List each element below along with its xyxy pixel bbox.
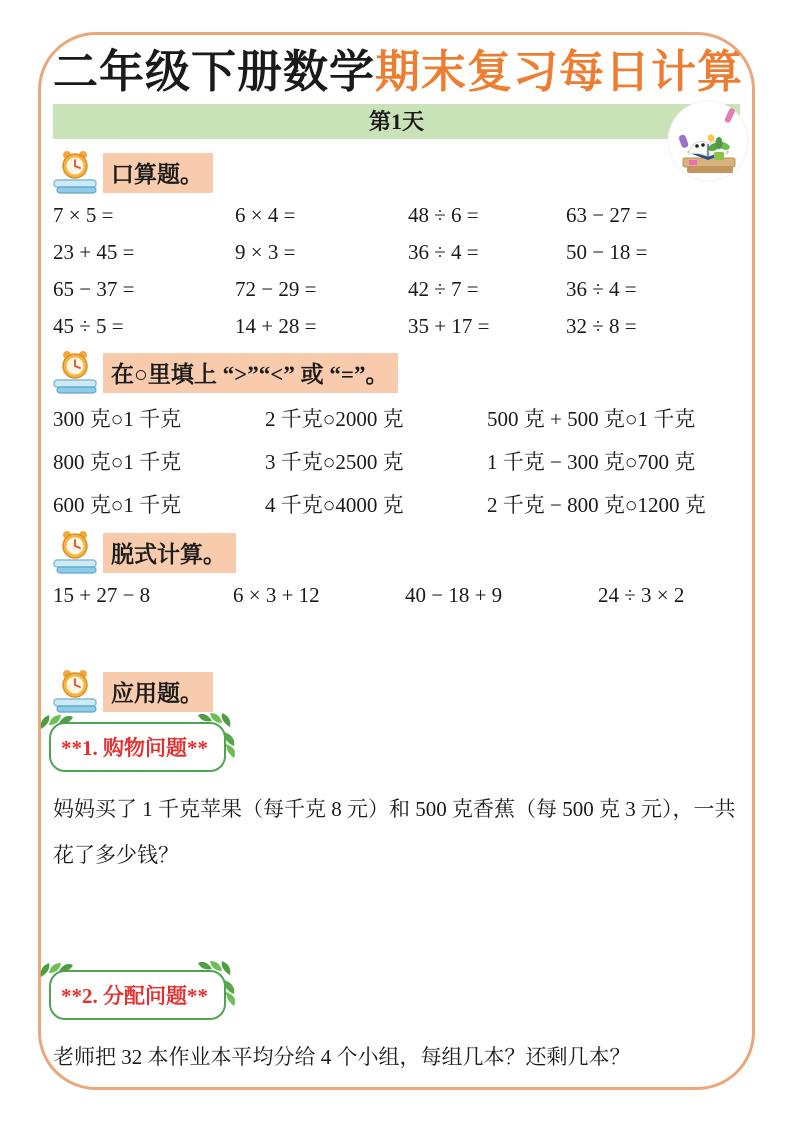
oral-problem: 48 ÷ 6 = [408, 203, 479, 227]
alarm-clock-book-icon [53, 529, 97, 575]
stepwise-problem: 6 × 3 + 12 [233, 583, 320, 607]
oral-problem: 32 ÷ 8 = [566, 314, 637, 338]
oral-problem: 35 + 17 = [408, 314, 490, 338]
worksheet-content [41, 35, 752, 1080]
compare-problem: 800 克○1 千克 [53, 450, 182, 474]
problem-2-badge [49, 970, 226, 1020]
problem-1-badge [49, 722, 226, 772]
problem-1-text: 妈妈买了 1 千克苹果（每千克 8 元）和 500 克香蕉（每 500 克 3 元），一共花了多少钱？ [53, 797, 736, 867]
problem-2-text: 老师把 32 本作业本平均分给 4 个小组，每组几本？还剩几本？ [53, 1045, 631, 1069]
oral-problem: 9 × 3 = [235, 240, 296, 264]
books-mascot-image [667, 100, 749, 182]
alarm-clock-book-icon [53, 668, 97, 714]
oral-problem: 7 × 5 = [53, 203, 114, 227]
section-oral-header [53, 149, 740, 195]
compare-problem: 2 千克 − 800 克○1200 克 [487, 493, 706, 517]
section-stepwise-header [53, 529, 740, 575]
compare-problem: 600 克○1 千克 [53, 493, 182, 517]
day-banner: 第1天 [53, 104, 740, 139]
oral-problem: 6 × 4 = [235, 203, 296, 227]
oral-problem: 72 − 29 = [235, 277, 317, 301]
compare-problem: 300 克○1 千克 [53, 407, 182, 431]
leaf-decoration-icon [39, 711, 79, 739]
stepwise-problem: 40 − 18 + 9 [405, 583, 503, 607]
compare-problem: 3 千克○2500 克 [265, 450, 404, 474]
page-title-orange: 期末复习每日计算 [375, 47, 744, 97]
section-compare-title: 在○里填上 “>”“<” 或 “=”。 [103, 353, 398, 393]
section-word-header [53, 668, 740, 714]
oral-problem: 23 + 45 = [53, 240, 135, 264]
compare-problem: 2 千克○2000 克 [265, 407, 404, 431]
oral-problem: 50 − 18 = [566, 240, 648, 264]
page-title-black: 二年级下册数学 [53, 47, 376, 97]
oral-problem: 42 ÷ 7 = [408, 277, 479, 301]
open-book-plant-icon [667, 100, 749, 182]
leaf-decoration-icon [220, 978, 242, 1014]
alarm-clock-book-icon [53, 149, 97, 195]
oral-problem: 36 ÷ 4 = [566, 277, 637, 301]
alarm-clock-book-icon [53, 349, 97, 395]
oral-problems-grid [53, 203, 740, 339]
compare-problems-grid [53, 403, 740, 519]
stepwise-problem: 15 + 27 − 8 [53, 583, 151, 607]
leaf-decoration-icon [220, 730, 242, 766]
section-oral-title: 口算题。 [103, 153, 213, 193]
section-word-title: 应用题。 [103, 672, 213, 712]
page-title [53, 45, 744, 99]
compare-problem: 500 克 + 500 克○1 千克 [487, 407, 696, 431]
oral-problem: 63 − 27 = [566, 203, 648, 227]
stepwise-problems-row [53, 583, 740, 608]
problem-1-badge-label: **1. 购物问题** [61, 736, 208, 760]
oral-problem: 45 ÷ 5 = [53, 314, 124, 338]
oral-problem: 65 − 37 = [53, 277, 135, 301]
compare-problem: 1 千克 − 300 克○700 克 [487, 450, 696, 474]
oral-problem: 36 ÷ 4 = [408, 240, 479, 264]
compare-problem: 4 千克○4000 克 [265, 493, 404, 517]
stepwise-problem: 24 ÷ 3 × 2 [598, 583, 685, 607]
section-stepwise-title: 脱式计算。 [103, 533, 236, 573]
section-compare-header [53, 349, 740, 395]
oral-problem: 14 + 28 = [235, 314, 317, 338]
problem-2-badge-label: **2. 分配问题** [61, 984, 208, 1008]
leaf-decoration-icon [39, 959, 79, 987]
